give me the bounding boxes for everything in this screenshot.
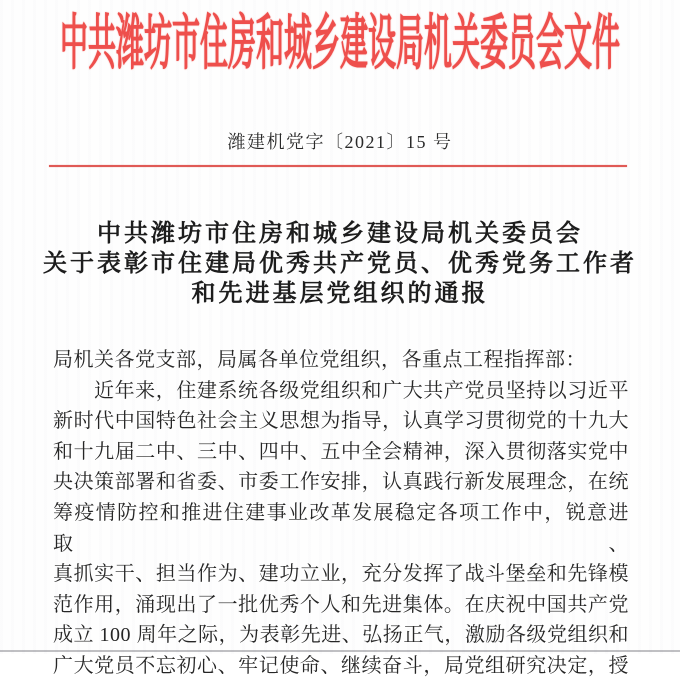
document-title-line-1: 中共潍坊市住房和城乡建设局机关委员会 [97,221,583,247]
letterhead-title: 中共潍坊市住房和城乡建设局机关委员会文件 [59,11,620,79]
body-text-line: 和十九届二中、三中、四中、五中全会精神，深入贯彻落实党中 [53,440,629,463]
body-text-line: 成立 100 周年之际，为表彰先进、弘扬正气，激励各级党组织和 [53,624,629,647]
document-title-line-2: 关于表彰市住建局优秀共产党员、优秀党务工作者 [43,251,637,277]
body-text-line: 央决策部署和省委、市委工作安排，认真践行新发展理念，在统 [53,471,629,494]
body-text-line: 近年来，住建系统各级党组织和广大共产党员坚持以习近平 [94,379,629,402]
body-text-line: 筹疫情防控和推进住建事业改革发展稳定各项工作中，锐意进取、 [53,501,629,555]
scan-bottom-edge [0,650,680,652]
document-number: 潍建机党字〔2021〕15 号 [227,132,453,152]
red-divider-line [49,165,627,167]
body-text-line: 范作用，涌现出了一批优秀个人和先进集体。在庆祝中国共产党 [53,593,629,616]
body-text-line: 广大党员不忘初心、牢记使命、继续奋斗，局党组研究决定，授 [53,654,629,677]
salutation-line: 局机关各党支部，局属各单位党组织，各重点工程指挥部： [53,349,586,371]
document-body [53,345,629,682]
body-text-line: 真抓实干、担当作为、建功立业，充分发挥了战斗堡垒和先锋模 [53,563,629,586]
document-title [30,219,650,309]
document-title-line-3: 和先进基层党组织的通报 [191,281,489,307]
body-text-line: 新时代中国特色社会主义思想为指导，认真学习贯彻党的十九大 [53,410,629,433]
